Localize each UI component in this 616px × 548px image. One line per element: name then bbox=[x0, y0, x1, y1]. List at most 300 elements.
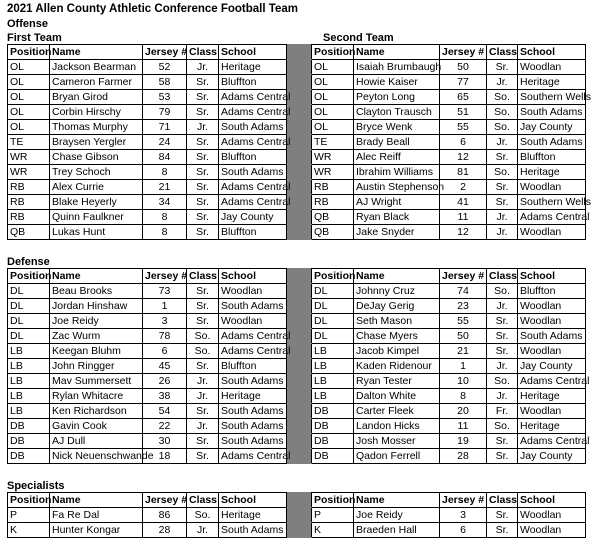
divider-column bbox=[287, 75, 312, 90]
table-cell: DB bbox=[8, 434, 50, 449]
table-cell: Woodlan bbox=[518, 404, 586, 419]
table-cell: RB bbox=[8, 180, 50, 195]
table-cell: Adams Central bbox=[219, 135, 287, 150]
table-cell: So. bbox=[487, 105, 518, 120]
column-header: School bbox=[219, 269, 287, 284]
table-cell: Heritage bbox=[219, 508, 287, 523]
table-cell: Jacob Kimpel bbox=[354, 344, 440, 359]
divider-column bbox=[287, 299, 312, 314]
table-cell: AJ Wright bbox=[354, 195, 440, 210]
table-cell: South Adams bbox=[219, 120, 287, 135]
table-cell: Johnny Cruz bbox=[354, 284, 440, 299]
specialists-label: Specialists bbox=[7, 480, 65, 492]
divider-column bbox=[287, 90, 312, 105]
table-cell: Woodlan bbox=[518, 314, 586, 329]
table-cell: LB bbox=[8, 374, 50, 389]
table-cell: Sr. bbox=[187, 225, 219, 240]
divider-column bbox=[287, 45, 312, 60]
table-cell: 1 bbox=[143, 299, 187, 314]
column-header: Name bbox=[354, 493, 440, 508]
table-cell: Ibrahim Williams bbox=[354, 165, 440, 180]
table-cell: Sr. bbox=[187, 180, 219, 195]
offense-label: Offense bbox=[7, 18, 48, 30]
table-cell: Sr. bbox=[487, 150, 518, 165]
table-cell: DB bbox=[312, 449, 354, 464]
table-cell: DeJay Gerig bbox=[354, 299, 440, 314]
table-cell: 11 bbox=[440, 419, 487, 434]
table-cell: OL bbox=[8, 105, 50, 120]
table-cell: DB bbox=[312, 404, 354, 419]
table-cell: 12 bbox=[440, 150, 487, 165]
table-cell: Jr. bbox=[187, 419, 219, 434]
table-cell: Bluffton bbox=[518, 150, 586, 165]
table-cell: Jr. bbox=[187, 60, 219, 75]
table-cell: 19 bbox=[440, 434, 487, 449]
table-cell: Joe Reidy bbox=[354, 508, 440, 523]
table-cell: Heritage bbox=[219, 60, 287, 75]
table-cell: South Adams bbox=[518, 135, 586, 150]
table-cell: 12 bbox=[440, 225, 487, 240]
table-cell: Jr. bbox=[487, 359, 518, 374]
table-cell: Heritage bbox=[518, 75, 586, 90]
table-cell: 8 bbox=[143, 165, 187, 180]
column-header: School bbox=[219, 45, 287, 60]
table-cell: Jay County bbox=[518, 359, 586, 374]
table-cell: Adams Central bbox=[219, 180, 287, 195]
table-cell: Sr. bbox=[487, 180, 518, 195]
table-cell: So. bbox=[187, 344, 219, 359]
table-cell: Bluffton bbox=[219, 75, 287, 90]
table-cell: Southern Wells bbox=[518, 90, 586, 105]
table-cell: Mav Summersett bbox=[50, 374, 143, 389]
table-cell: So. bbox=[487, 284, 518, 299]
table-row bbox=[8, 150, 586, 165]
divider-column bbox=[287, 195, 312, 210]
table-cell: Woodlan bbox=[219, 314, 287, 329]
table-cell: Adams Central bbox=[219, 344, 287, 359]
table-cell: Sr. bbox=[187, 195, 219, 210]
table-row bbox=[8, 449, 586, 464]
table-cell: LB bbox=[312, 389, 354, 404]
table-cell: Adams Central bbox=[518, 374, 586, 389]
table-cell: Bryan Girod bbox=[50, 90, 143, 105]
table-cell: Carter Fleek bbox=[354, 404, 440, 419]
table-cell: Woodlan bbox=[518, 225, 586, 240]
divider-column bbox=[287, 449, 312, 464]
table-cell: 20 bbox=[440, 404, 487, 419]
divider-column bbox=[287, 419, 312, 434]
table-cell: Chase Myers bbox=[354, 329, 440, 344]
divider-column bbox=[287, 404, 312, 419]
table-cell: Southern Wells bbox=[518, 195, 586, 210]
column-header: Jersey # bbox=[143, 269, 187, 284]
defense-table bbox=[7, 268, 590, 464]
table-cell: Jr. bbox=[187, 389, 219, 404]
table-cell: 34 bbox=[143, 195, 187, 210]
table-cell: Sr. bbox=[487, 60, 518, 75]
table-cell: OL bbox=[312, 105, 354, 120]
table-cell: Kaden Ridenour bbox=[354, 359, 440, 374]
table-cell: 51 bbox=[440, 105, 487, 120]
table-cell: Braysen Yergler bbox=[50, 135, 143, 150]
column-header: Position bbox=[8, 493, 50, 508]
header-row bbox=[8, 45, 586, 60]
table-cell: 22 bbox=[143, 419, 187, 434]
table-cell: 6 bbox=[143, 344, 187, 359]
divider-column bbox=[287, 359, 312, 374]
table-cell: Jr. bbox=[487, 225, 518, 240]
table-cell: LB bbox=[8, 389, 50, 404]
table-cell: Jay County bbox=[219, 210, 287, 225]
table-cell: Woodlan bbox=[518, 60, 586, 75]
table-cell: Ryan Tester bbox=[354, 374, 440, 389]
divider-column bbox=[287, 135, 312, 150]
table-cell: DB bbox=[312, 434, 354, 449]
table-cell: 24 bbox=[143, 135, 187, 150]
table-cell: Ken Richardson bbox=[50, 404, 143, 419]
table-cell: South Adams bbox=[219, 419, 287, 434]
table-cell: LB bbox=[8, 404, 50, 419]
table-cell: Adams Central bbox=[219, 329, 287, 344]
offense-table bbox=[7, 44, 592, 240]
table-cell: Fa Re Dal bbox=[50, 508, 143, 523]
table-cell: South Adams bbox=[518, 329, 586, 344]
table-cell: 8 bbox=[143, 210, 187, 225]
table-cell: WR bbox=[312, 165, 354, 180]
table-cell: DL bbox=[8, 299, 50, 314]
table-cell: RB bbox=[312, 195, 354, 210]
divider-column bbox=[287, 329, 312, 344]
table-cell: P bbox=[312, 508, 354, 523]
table-cell: Dalton White bbox=[354, 389, 440, 404]
column-header: Class bbox=[187, 493, 219, 508]
column-header: Name bbox=[354, 45, 440, 60]
table-cell: 55 bbox=[440, 314, 487, 329]
column-header: Position bbox=[312, 493, 354, 508]
table-row bbox=[8, 299, 586, 314]
table-cell: DL bbox=[8, 284, 50, 299]
table-cell: Beau Brooks bbox=[50, 284, 143, 299]
table-cell: Heritage bbox=[518, 389, 586, 404]
column-header: Jersey # bbox=[143, 45, 187, 60]
table-cell: Woodlan bbox=[518, 299, 586, 314]
column-header: Jersey # bbox=[440, 45, 487, 60]
table-row bbox=[8, 374, 586, 389]
table-cell: Sr. bbox=[187, 165, 219, 180]
table-cell: Adams Central bbox=[518, 434, 586, 449]
table-row bbox=[8, 523, 586, 538]
table-cell: Heritage bbox=[518, 165, 586, 180]
table-cell: DL bbox=[8, 329, 50, 344]
table-cell: So. bbox=[487, 419, 518, 434]
divider-column bbox=[287, 374, 312, 389]
table-cell: South Adams bbox=[219, 523, 287, 538]
table-cell: Sr. bbox=[187, 135, 219, 150]
table-row bbox=[8, 135, 586, 150]
divider-column bbox=[287, 165, 312, 180]
table-cell: Alex Currie bbox=[50, 180, 143, 195]
table-cell: 84 bbox=[143, 150, 187, 165]
column-header: Class bbox=[487, 45, 518, 60]
table-cell: K bbox=[8, 523, 50, 538]
table-cell: OL bbox=[312, 120, 354, 135]
table-cell: P bbox=[8, 508, 50, 523]
table-cell: WR bbox=[8, 165, 50, 180]
table-cell: Sr. bbox=[187, 299, 219, 314]
table-cell: Rylan Whitacre bbox=[50, 389, 143, 404]
table-cell: DB bbox=[312, 419, 354, 434]
divider-column bbox=[287, 314, 312, 329]
table-cell: South Adams bbox=[219, 434, 287, 449]
table-cell: QB bbox=[8, 225, 50, 240]
table-cell: Bluffton bbox=[219, 359, 287, 374]
table-cell: Ryan Black bbox=[354, 210, 440, 225]
table-cell: 53 bbox=[143, 90, 187, 105]
table-cell: Sr. bbox=[187, 284, 219, 299]
divider-column bbox=[287, 60, 312, 75]
table-cell: Adams Central bbox=[219, 90, 287, 105]
column-header: Position bbox=[312, 45, 354, 60]
divider-column bbox=[287, 508, 312, 523]
table-cell: Jay County bbox=[518, 449, 586, 464]
table-cell: 71 bbox=[143, 120, 187, 135]
table-cell: Woodlan bbox=[518, 344, 586, 359]
table-cell: Sr. bbox=[187, 434, 219, 449]
divider-column bbox=[287, 284, 312, 299]
table-cell: 8 bbox=[440, 389, 487, 404]
table-cell: South Adams bbox=[219, 299, 287, 314]
table-cell: 79 bbox=[143, 105, 187, 120]
table-cell: Jackson Bearman bbox=[50, 60, 143, 75]
table-cell: Clayton Trausch bbox=[354, 105, 440, 120]
column-header: School bbox=[518, 493, 586, 508]
table-cell: Isaiah Brumbaugh bbox=[354, 60, 440, 75]
column-header: Jersey # bbox=[440, 493, 487, 508]
table-cell: Bluffton bbox=[219, 225, 287, 240]
column-header: Position bbox=[312, 269, 354, 284]
first-team-label: First Team bbox=[7, 32, 62, 44]
table-cell: Sr. bbox=[187, 359, 219, 374]
table-cell: So. bbox=[187, 329, 219, 344]
table-row bbox=[8, 75, 586, 90]
table-cell: TE bbox=[312, 135, 354, 150]
table-cell: Woodlan bbox=[518, 180, 586, 195]
table-cell: Chase Gibson bbox=[50, 150, 143, 165]
table-cell: Adams Central bbox=[219, 449, 287, 464]
table-cell: DB bbox=[8, 419, 50, 434]
table-cell: Alec Reiff bbox=[354, 150, 440, 165]
table-cell: Thomas Murphy bbox=[50, 120, 143, 135]
table-cell: South Adams bbox=[219, 374, 287, 389]
table-cell: 52 bbox=[143, 60, 187, 75]
table-cell: Bryce Wenk bbox=[354, 120, 440, 135]
table-cell: OL bbox=[8, 90, 50, 105]
table-cell: Keegan Bluhm bbox=[50, 344, 143, 359]
table-cell: Jr. bbox=[487, 299, 518, 314]
divider-column bbox=[287, 523, 312, 538]
table-cell: So. bbox=[187, 508, 219, 523]
divider-column bbox=[287, 269, 312, 284]
column-header: Jersey # bbox=[440, 269, 487, 284]
table-cell: Seth Mason bbox=[354, 314, 440, 329]
column-header: Position bbox=[8, 45, 50, 60]
table-cell: 73 bbox=[143, 284, 187, 299]
table-cell: Fr. bbox=[487, 404, 518, 419]
table-cell: Adams Central bbox=[518, 210, 586, 225]
table-cell: LB bbox=[312, 374, 354, 389]
table-cell: LB bbox=[312, 344, 354, 359]
table-cell: 41 bbox=[440, 195, 487, 210]
table-cell: 28 bbox=[440, 449, 487, 464]
table-cell: DL bbox=[8, 314, 50, 329]
table-cell: LB bbox=[312, 359, 354, 374]
table-cell: Lukas Hunt bbox=[50, 225, 143, 240]
divider-column bbox=[287, 120, 312, 135]
table-cell: LB bbox=[8, 344, 50, 359]
column-header: Class bbox=[487, 493, 518, 508]
table-cell: Woodlan bbox=[518, 508, 586, 523]
table-cell: 45 bbox=[143, 359, 187, 374]
table-row bbox=[8, 344, 586, 359]
table-cell: QB bbox=[312, 225, 354, 240]
table-cell: 2 bbox=[440, 180, 487, 195]
table-cell: DL bbox=[312, 329, 354, 344]
table-row bbox=[8, 314, 586, 329]
divider-column bbox=[287, 225, 312, 240]
table-cell: QB bbox=[312, 210, 354, 225]
table-cell: Jr. bbox=[187, 523, 219, 538]
divider-column bbox=[287, 150, 312, 165]
table-cell: Cameron Farmer bbox=[50, 75, 143, 90]
table-cell: Bluffton bbox=[518, 284, 586, 299]
column-header: School bbox=[219, 493, 287, 508]
header-row bbox=[8, 493, 586, 508]
table-cell: So. bbox=[487, 120, 518, 135]
table-cell: 21 bbox=[440, 344, 487, 359]
divider-column bbox=[287, 105, 312, 120]
table-cell: OL bbox=[312, 90, 354, 105]
table-cell: Sr. bbox=[487, 195, 518, 210]
table-cell: Brady Beall bbox=[354, 135, 440, 150]
table-cell: Jr. bbox=[487, 389, 518, 404]
table-cell: Howie Kaiser bbox=[354, 75, 440, 90]
column-header: Jersey # bbox=[143, 493, 187, 508]
table-cell: Nick Neuenschwande bbox=[50, 449, 143, 464]
specialists-table bbox=[7, 492, 586, 538]
table-cell: Sr. bbox=[187, 210, 219, 225]
table-cell: 65 bbox=[440, 90, 487, 105]
table-cell: 3 bbox=[143, 314, 187, 329]
column-header: Position bbox=[8, 269, 50, 284]
table-cell: Sr. bbox=[487, 523, 518, 538]
table-cell: Trey Schoch bbox=[50, 165, 143, 180]
table-cell: 50 bbox=[440, 60, 487, 75]
column-header: Name bbox=[50, 493, 143, 508]
table-cell: Quinn Faulkner bbox=[50, 210, 143, 225]
table-cell: Jr. bbox=[487, 210, 518, 225]
table-cell: LB bbox=[8, 359, 50, 374]
table-cell: Jr. bbox=[187, 120, 219, 135]
divider-column bbox=[287, 210, 312, 225]
second-team-label: Second Team bbox=[323, 32, 394, 44]
table-cell: Adams Central bbox=[219, 195, 287, 210]
table-cell: OL bbox=[8, 60, 50, 75]
table-row bbox=[8, 120, 586, 135]
table-cell: 23 bbox=[440, 299, 487, 314]
table-cell: Jr. bbox=[487, 75, 518, 90]
table-cell: So. bbox=[487, 374, 518, 389]
divider-column bbox=[287, 344, 312, 359]
table-cell: AJ Dull bbox=[50, 434, 143, 449]
table-row bbox=[8, 225, 586, 240]
table-cell: 26 bbox=[143, 374, 187, 389]
table-cell: Sr. bbox=[187, 90, 219, 105]
table-cell: Qadon Ferrell bbox=[354, 449, 440, 464]
table-cell: OL bbox=[8, 120, 50, 135]
table-cell: WR bbox=[312, 150, 354, 165]
table-cell: Sr. bbox=[187, 105, 219, 120]
table-cell: Corbin Hirschy bbox=[50, 105, 143, 120]
table-cell: 3 bbox=[440, 508, 487, 523]
column-header: School bbox=[518, 269, 586, 284]
table-row bbox=[8, 105, 586, 120]
table-cell: OL bbox=[8, 75, 50, 90]
table-cell: Jr. bbox=[187, 374, 219, 389]
column-header: Class bbox=[487, 269, 518, 284]
table-row bbox=[8, 389, 586, 404]
table-cell: 77 bbox=[440, 75, 487, 90]
divider-column bbox=[287, 434, 312, 449]
defense-label: Defense bbox=[7, 256, 50, 268]
table-cell: South Adams bbox=[219, 165, 287, 180]
table-cell: Sr. bbox=[187, 150, 219, 165]
table-cell: Gavin Cook bbox=[50, 419, 143, 434]
table-cell: DL bbox=[312, 299, 354, 314]
table-cell: Zac Wurm bbox=[50, 329, 143, 344]
table-cell: OL bbox=[312, 60, 354, 75]
table-cell: 1 bbox=[440, 359, 487, 374]
table-cell: 86 bbox=[143, 508, 187, 523]
table-cell: Woodlan bbox=[219, 284, 287, 299]
table-cell: Bluffton bbox=[219, 150, 287, 165]
table-cell: Braeden Hall bbox=[354, 523, 440, 538]
table-cell: 28 bbox=[143, 523, 187, 538]
divider-column bbox=[287, 389, 312, 404]
table-cell: 55 bbox=[440, 120, 487, 135]
table-cell: Heritage bbox=[219, 389, 287, 404]
table-cell: K bbox=[312, 523, 354, 538]
table-row bbox=[8, 60, 586, 75]
table-cell: Austin Stephenson bbox=[354, 180, 440, 195]
table-cell: So. bbox=[487, 165, 518, 180]
table-cell: RB bbox=[8, 210, 50, 225]
table-row bbox=[8, 359, 586, 374]
table-cell: 6 bbox=[440, 135, 487, 150]
table-cell: Adams Central bbox=[219, 105, 287, 120]
table-cell: Jr. bbox=[487, 135, 518, 150]
table-cell: DB bbox=[8, 449, 50, 464]
table-cell: Sr. bbox=[187, 75, 219, 90]
table-row bbox=[8, 434, 586, 449]
table-cell: RB bbox=[312, 180, 354, 195]
table-cell: 54 bbox=[143, 404, 187, 419]
table-row bbox=[8, 180, 586, 195]
table-cell: Josh Mosser bbox=[354, 434, 440, 449]
column-header: Name bbox=[354, 269, 440, 284]
table-cell: 74 bbox=[440, 284, 487, 299]
table-cell: 78 bbox=[143, 329, 187, 344]
table-cell: 58 bbox=[143, 75, 187, 90]
